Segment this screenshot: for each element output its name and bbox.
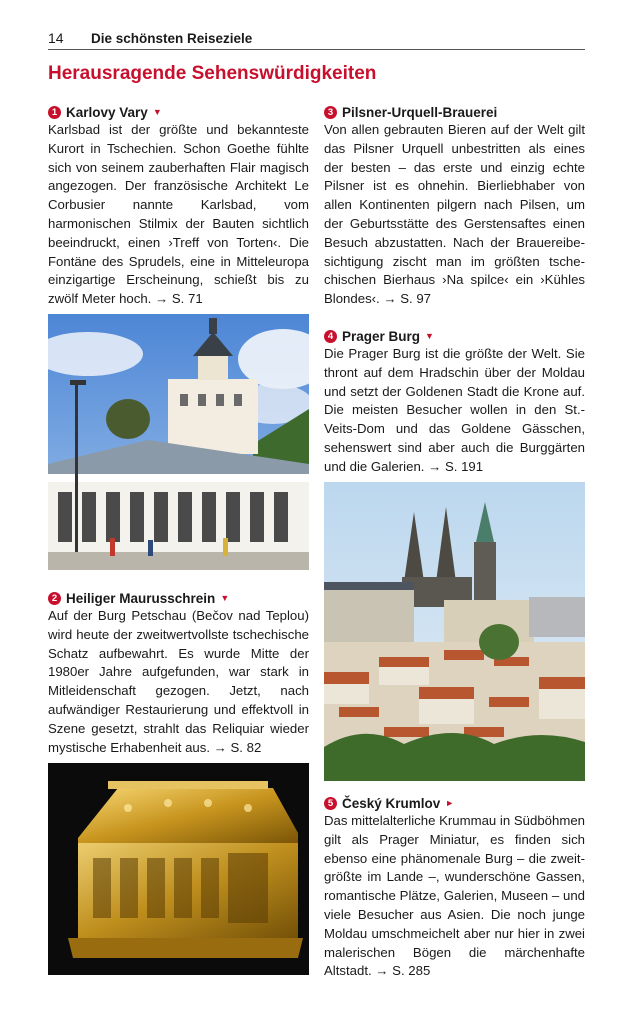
triangle-down-icon: ▼ (220, 593, 230, 603)
entry-number-badge: 2 (48, 592, 61, 605)
section-title: Herausragende Sehenswürdigkeiten (48, 63, 377, 84)
entry-text: Die Prager Burg ist die größte der Welt. Sie thront auf dem Hradschin über der Moldau und setzt der Goldenen Stadt die Krone auf. Die meisten Besucher wollen in den St.-Veits-Dom und das Goldene Gässchen, sehenswert sind aber auch die Burggärten und die Galerien. → S. 191 (324, 346, 585, 474)
entry-number-badge: 4 (324, 330, 337, 343)
entry-title: Český Krumlov (342, 795, 441, 811)
entry-title: Karlovy Vary (66, 104, 148, 120)
entry-title: Pilsner-Urquell-Brauerei (342, 104, 498, 120)
entry-number-badge: 5 (324, 797, 337, 810)
running-title: Die schönsten Reiseziele (91, 31, 253, 46)
entry-heading (324, 794, 585, 812)
triangle-right-icon: ► (445, 798, 455, 808)
entry-title: Heiliger Maurusschrein (66, 590, 216, 606)
triangle-down-icon: ▼ (152, 107, 162, 117)
entry-prager-burg (324, 327, 585, 477)
entry-heading (48, 589, 309, 607)
entry-karlovy-vary (48, 103, 309, 309)
entry-text: Von allen gebrauten Bieren auf der Welt gilt das Pilsner Urquell unbestritten als eines der besten – das erste und einzig echte Pilsner ist es ohnehin. Bierliebhaber von allen Kontinenten pilgern nach Pilsen, um der Geburtsstätte des Gerstensaftes einen Besuch abzustatten. Nach der Brauereibesichtigung zischt man im größten tschechischen Bierhaus ›Na spilce‹ ein ›Kühles Blondes‹. → S. 97 (324, 122, 585, 307)
prague-castle-photo (324, 482, 585, 781)
entry-heiliger-maurusschrein (48, 589, 309, 757)
triangle-down-icon: ▼ (425, 331, 434, 341)
entry-text: Das mittelalterliche Krummau in Südböhmen gilt als Prager Miniatur, es finden sich ebenso eine phänomenale Burg – die zweitgrößte im Lande –, wunderschöne Gassen, romantische Plätze, Galerien, Museen – und viele Besucher aus Asien. Die noch junge Moldau umschmeichelt aber nur hier in zwei malerischen Bögen die märchenhafte Altstadt. → S. 285 (324, 813, 585, 979)
running-header (48, 30, 585, 50)
entry-number-badge: 3 (324, 106, 337, 119)
karlovy-vary-colonnade-photo (48, 314, 309, 570)
entry-text: Karlsbad ist der größte und bekannteste Kurort in Tschechien. Schon Goethe fühlte sich von seinem zauberhaften Flair magisch angezogen. Der französische Architekt Le Corbusier nannte Karlsbad, vom harmonischen Stilmix der Bauten sichtlich beeindruckt, einen ›Treff von Torten‹. Die Fontäne des Sprudels, eine in Mitteleuropa einzigartige Erscheinung, schießt bis zu zwölf Meter hoch. → S. 71 (48, 122, 309, 307)
entry-title: Prager Burg (342, 328, 421, 344)
entry-heading (48, 103, 309, 121)
entry-cesky-krumlov (324, 794, 585, 981)
entry-heading (324, 327, 585, 345)
entry-text: Auf der Burg Petschau (Bečov nad Teplou) wird heute der zweitwertvollste tschechische Schatz aufbewahrt. Es wurde Mitte der 1980er Jahre aufgefunden, war stark in Mitleidenschaft gezogen. Jetzt, nach aufwändiger Restaurierung und effektvoll in Szene gesetzt, strahlt das Reliquiar wieder mystische Erhabenheit aus. → S. 82 (48, 608, 309, 755)
page-number: 14 (48, 30, 64, 46)
entry-pilsner-urquell-brauerei (324, 103, 585, 309)
entry-number-badge: 1 (48, 106, 61, 119)
maurus-reliquary-photo (48, 763, 309, 975)
entry-heading (324, 103, 585, 121)
